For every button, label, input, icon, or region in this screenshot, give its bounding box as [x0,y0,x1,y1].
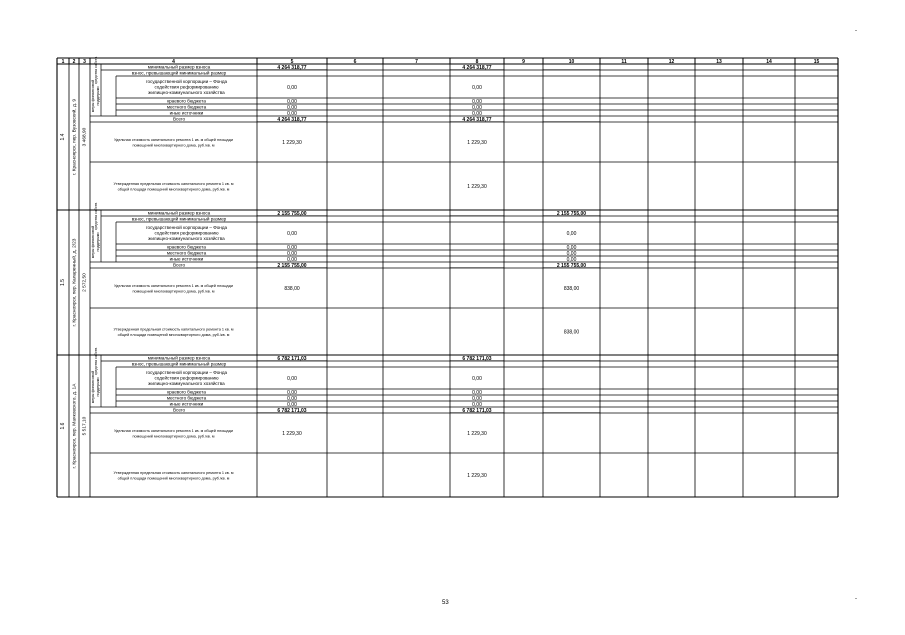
corner-mark-bottom: - [855,596,857,602]
value-col8: 4 264 318,77 [462,117,492,123]
header-cell: 8 [475,58,479,65]
value-col8: 0,00 [472,111,482,117]
row-number: 1.5 [60,279,66,286]
fund-label: средства собств. [94,201,98,231]
fin-support-label: меры финансовой [91,370,95,404]
row-label: минимальный размер взноса [147,210,211,216]
row-label: помещений многоквартирного дома, руб./кв. м [132,434,215,439]
value-col8: 0,00 [472,375,482,382]
value-col8: 0,00 [472,390,482,396]
value-col8: 1 229,30 [467,183,487,190]
value-col5: 838,00 [284,285,300,292]
header-cell: 3 [83,58,86,65]
value-col10: 0,00 [566,230,577,237]
row-label: Удельная стоимость капитального ремонта 1 кв. м общей площади [114,137,233,142]
row-label: содействия реформированию [154,84,219,90]
row-label: общей площади помещений многоквартирного дома, руб./кв. м [117,332,230,337]
row-label: минимальный размер взноса [147,355,211,361]
header-cell: 6 [353,58,357,65]
value-col5: 0,00 [287,257,297,263]
row-label: общей площади помещений многоквартирного дома, руб./кв. м [117,187,230,192]
fund-label: средства собств. [94,55,98,85]
value-col10: 2 155 755,00 [556,211,587,217]
value-col5: 0,00 [287,111,297,117]
value-col8: 0,00 [472,402,482,408]
value-col5: 4 264 318,77 [277,117,307,123]
row-label: общей площади помещений многоквартирного дома, руб./кв. м [117,476,230,481]
row-label: помещений многоквартирного дома, руб./кв. м [132,289,215,294]
value-col8: 6 782 171,03 [462,356,492,362]
total-area: 2 572,50 [82,273,88,292]
row-label: местного бюджета [166,104,207,110]
fin-support-label: поддержки [96,377,100,397]
row-label: жилищно-коммунального хозяйства [148,236,225,242]
value-col5: 0,00 [287,375,297,382]
header-cell: 5 [290,58,294,65]
value-col5: 0,00 [287,84,297,91]
value-col5: 6 782 171,03 [277,408,307,414]
row-label: Утвержденная предельная стоимость капитального ремонта 1 кв. м [113,181,234,186]
corner-mark-top: - [855,28,857,34]
row-label: местного бюджета [166,250,207,256]
value-col10: 838,00 [563,285,580,292]
value-col5: 0,00 [287,402,297,408]
fin-support-label: поддержки [96,232,100,252]
value-col5: 4 264 318,77 [277,65,307,71]
row-number: 1.4 [60,133,66,141]
row-number: 1.6 [60,422,66,430]
row-label: взнос, превышающий минимальный размер [131,70,227,76]
row-label: государственной корпорации – Фонда [145,79,228,84]
row-label: содействия реформированию [154,375,219,381]
row-label: иные источники [169,256,204,262]
value-col8: 1 229,30 [467,472,487,479]
value-col8: 0,00 [472,99,482,105]
value-col8: 6 782 171,03 [462,408,492,414]
row-label: местного бюджета [166,395,207,401]
header-cell: 15 [813,58,820,65]
fin-support-label: меры финансовой [91,225,95,259]
value-col10: 0,00 [566,245,577,251]
value-col5: 6 782 171,03 [277,356,307,362]
header-cell: 9 [522,58,525,65]
row-label: Всего [172,407,186,413]
value-col5: 0,00 [287,105,297,111]
fin-support-label: поддержки [96,86,100,106]
value-col5: 0,00 [287,99,297,105]
address: г. Красноярск, пер. Вузовский, д. 9 [72,98,78,176]
value-col10: 2 155 755,00 [556,263,587,269]
value-col5: 1 229,30 [282,430,302,437]
row-label: государственной корпорации – Фонда [145,225,228,230]
header-cell: 13 [716,58,722,65]
value-col5: 1 229,30 [282,139,302,146]
row-label: краевого бюджета [167,98,206,104]
address: г. Красноярск, пер. Каларенный, д. 2/23 [72,238,78,327]
value-col8: 1 229,30 [467,430,487,437]
value-col5: 0,00 [287,396,297,402]
header-cell: 11 [621,58,627,65]
row-label: иные источники [169,110,204,116]
value-col8: 0,00 [472,105,482,111]
row-label: жилищно-коммунального хозяйства [148,90,225,96]
row-label: иные источники [169,401,204,407]
value-col10: 0,00 [566,257,577,263]
header-cell: 1 [61,58,65,65]
header-cell: 12 [668,58,675,65]
row-label: краевого бюджета [167,389,206,395]
value-col10: 0,00 [566,251,577,257]
value-col8: 1 229,30 [467,139,487,146]
value-col5: 0,00 [287,251,297,257]
row-label: Всего [172,116,186,122]
total-area: 5 517,10 [82,416,88,436]
row-label: краевого бюджета [167,244,206,250]
fin-support-label: меры финансовой [91,79,95,113]
header-cell: 10 [568,58,575,65]
value-col5: 0,00 [287,390,297,396]
value-col5: 0,00 [287,230,297,237]
value-col8: 4 264 318,77 [462,65,492,71]
row-label: помещений многоквартирного дома, руб./кв. м [132,143,215,148]
header-cell: 2 [72,58,76,65]
page-number: 53 [442,600,449,606]
row-label: взнос, превышающий минимальный размер [131,216,227,222]
row-label: государственной корпорации – Фонда [145,370,228,375]
row-label: Утвержденная предельная стоимость капитального ремонта 1 кв. м [113,470,234,475]
header-cell: 7 [415,58,418,65]
row-label: Удельная стоимость капитального ремонта 1 кв. м общей площади [114,428,233,433]
total-area: 3 468,90 [82,127,88,147]
row-label: Всего [172,262,186,268]
row-label: содействия реформированию [154,230,219,236]
row-label: жилищно-коммунального хозяйства [148,381,225,387]
header-cell: 14 [766,58,772,65]
row-label: взнос, превышающий минимальный размер [131,361,227,367]
fund-label: средства собств. [94,346,98,376]
value-col5: 0,00 [287,245,297,251]
row-label: минимальный размер взноса [147,64,211,70]
row-label: Утвержденная предельная стоимость капитального ремонта 1 кв. м [113,327,234,332]
row-label: Удельная стоимость капитального ремонта 1 кв. м общей площади [114,283,233,288]
header-cell: 4 [172,58,175,65]
address: г. Красноярск, пер. Маяковского, д. 1А [72,383,78,469]
value-col8: 0,00 [472,396,482,402]
value-col10: 838,00 [563,329,580,336]
value-col5: 2 155 755,00 [277,211,307,217]
value-col8: 0,00 [472,84,482,91]
value-col5: 2 155 755,00 [277,263,307,269]
